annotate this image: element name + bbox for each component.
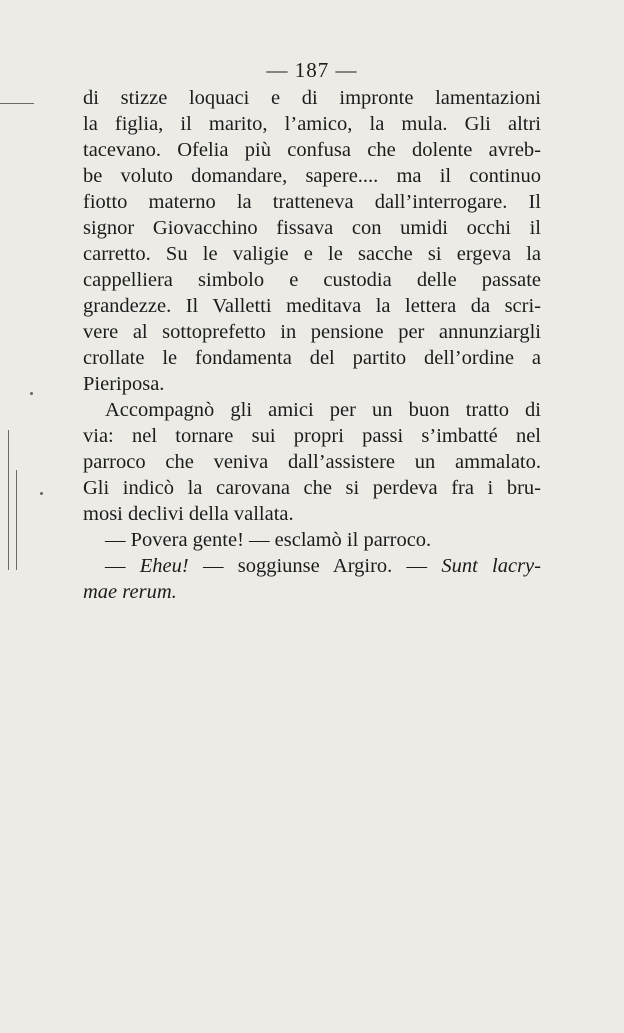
page-number: — 187 — (266, 58, 358, 82)
text-line: — Povera gente! — esclamò il parroco. (105, 529, 432, 551)
text-line: di stizze loquaci e di impronte lamentazioni (83, 87, 541, 109)
dialogue-line (83, 553, 541, 579)
latin-quote-end: mae rerum. (83, 581, 177, 603)
text-line: carretto. Su le valigie e le sacche si ergeva la (83, 243, 541, 265)
text-line: parroco che veniva dall’assistere un ammalato. (83, 451, 541, 473)
dialogue-attribution: — soggiunse Argiro. — (202, 555, 428, 577)
text-line: Accompagnò gli amici per un buon tratto di (105, 399, 541, 421)
dialogue-exclamation: Eheu! (139, 555, 189, 577)
latin-quote-start: Sunt lacry- (441, 555, 541, 577)
body-text (83, 85, 541, 605)
text-line: tacevano. Ofelia più confusa che dolente avreb- (83, 139, 541, 161)
text-line: crollate le fondamenta del partito dell’ordine a (83, 347, 541, 369)
dialogue-dash: — (105, 555, 126, 577)
text-line: via: nel tornare sui propri passi s’imbatté nel (83, 425, 541, 447)
text-line: la figlia, il marito, l’amico, la mula. Gli altri (83, 113, 541, 135)
scan-edge-mark (0, 103, 34, 104)
scan-edge-mark (16, 470, 17, 570)
scan-speck (30, 392, 33, 395)
text-line: Pieriposa. (83, 373, 165, 395)
scan-speck (40, 492, 43, 495)
scan-edge-mark (8, 430, 9, 570)
text-line: mosi declivi della vallata. (83, 503, 294, 525)
text-line: fiotto materno la tratteneva dall’interrogare. Il (83, 191, 541, 213)
text-line: be voluto domandare, sapere.... ma il continuo (83, 165, 541, 187)
text-line: grandezze. Il Valletti meditava la lettera da scri- (83, 295, 541, 317)
text-line: vere al sottoprefetto in pensione per annunziargli (83, 321, 541, 343)
text-line: Gli indicò la carovana che si perdeva fra i bru- (83, 477, 541, 499)
text-line: signor Giovacchino fissava con umidi occhi il (83, 217, 541, 239)
text-line: cappelliera simbolo e custodia delle passate (83, 269, 541, 291)
